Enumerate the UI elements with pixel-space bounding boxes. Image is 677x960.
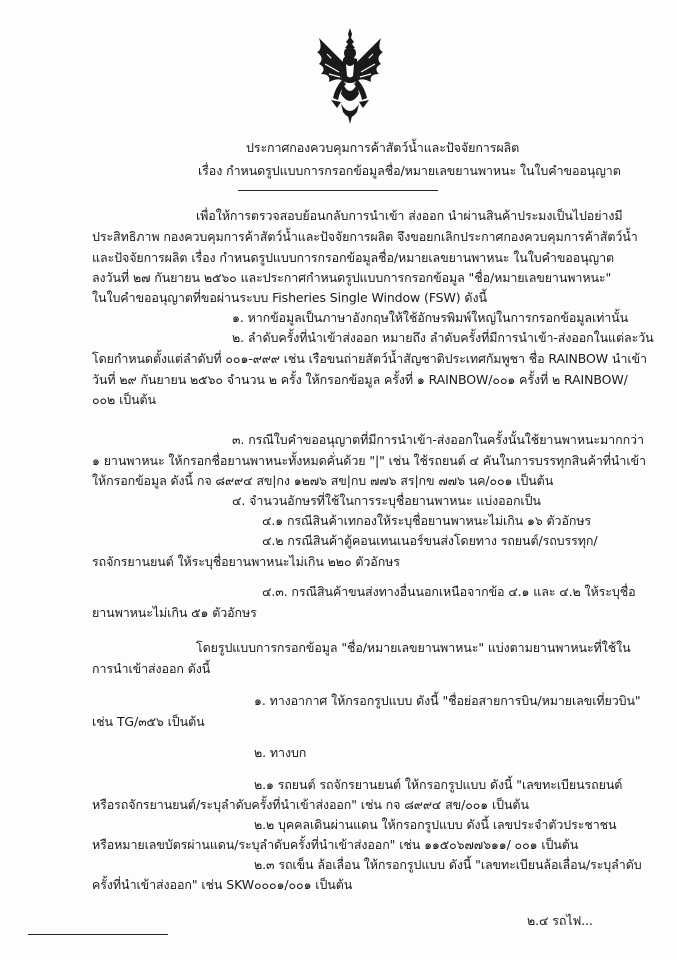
rule-2-line: วันที่ ๒๙ กันยายน ๒๕๖๐ จำนวน ๒ ครั้ง ให้กรอกข้อมูล ครั้งที่ ๑ RAINBOW/๐๐๑ ครั้งที่ ๒ RAINBOW/ [92, 372, 628, 387]
rule-3-line: ๑ ยานพาหนะ ให้กรอกชื่อยานพาหนะทั้งหมดคั่นด้วย "|" เช่น ใช้รถยนต์ ๔ คันในการบรรทุกสินค้าที่นำเข้า [92, 453, 646, 468]
announcement-subject: เรื่อง กำหนดรูปแบบการกรอกข้อมูลชื่อ/หมายเลขยานพาหนะ ในใบคำขออนุญาต [198, 163, 621, 178]
format-air-line: เช่น TG/๓๕๖ เป็นต้น [92, 714, 205, 729]
rule-2-line: ๐๐๒ เป็นต้น [92, 392, 156, 407]
rule-4-3-line: ๔.๓. กรณีสินค้าขนส่งทางอื่นนอกเหนือจากข้อ ๔.๑ และ ๔.๒ ให้ระบุชื่อ [262, 584, 636, 599]
format-land-2-1-line: ๒.๑ รถยนต์ รถจักรยานยนต์ ให้กรอกรูปแบบ ดังนี้ "เลขทะเบียนรถยนต์ [254, 777, 623, 792]
footnote-divider [28, 934, 168, 935]
format-land-2-2-line: หรือหมายเลขบัตรผ่านแดน/ระบุลำดับครั้งที่นำเข้าส่งออก" เช่น ๑๑๕๐๖๗๗๖๑๑/ ๐๐๑ เป็นต้น [92, 837, 579, 852]
rule-4: ๔. จำนวนอักษรที่ใช้ในการระบุชื่อยานพาหนะ แบ่งออกเป็น [232, 493, 541, 508]
format-land-2-1-line: หรือรถจักรยานยนต์/ระบุลำดับครั้งที่นำเข้าส่งออก" เช่น กจ ๘๙๙๔ สข/๐๐๑ เป็นต้น [92, 797, 529, 812]
rule-2-line: โดยกำหนดตั้งแต่ลำดับที่ ๐๐๑-๙๙๙ เช่น เรือขนถ่ายสัตว์น้ำสัญชาติประเทศกัมพูชา ชื่อ RAINBOW นำเข้า [92, 351, 647, 366]
rule-1: ๑. หากข้อมูลเป็นภาษาอังกฤษให้ใช้อักษรพิมพ์ใหญ่ในการกรอกข้อมูลเท่านั้น [232, 310, 629, 325]
intro-line: และปัจจัยการผลิต เรื่อง กำหนดรูปแบบการกรอกข้อมูลชื่อ/หมายเลขยานพาหนะ ในใบคำขออนุญาต [92, 250, 615, 265]
intro-line: เพื่อให้การตรวจสอบย้อนกลับการนำเข้า ส่งออก นำผ่านสินค้าประมงเป็นไปอย่างมี [196, 208, 623, 223]
rule-3-line: ให้กรอกข้อมูล ดังนี้ กจ ๘๙๙๔ สข|กง ๑๒๗๖ สข|กบ ๗๗๖ สร|กข ๗๗๖ นค/๐๐๑ เป็นต้น [92, 473, 554, 488]
intro-line: ประสิทธิภาพ กองควบคุมการค้าสัตว์น้ำและปัจจัยการผลิต จึงขอยกเลิกประกาศกองควบคุมการค้าสัตว์น้ำ [92, 229, 638, 244]
rule-4-3-line: ยานพาหนะไม่เกิน ๕๑ ตัวอักษร [92, 605, 257, 620]
garuda-emblem-icon [313, 28, 387, 124]
page-continued: ๒.๔ รถไฟ... [527, 913, 593, 928]
format-land: ๒. ทางบก [254, 745, 307, 760]
intro-line: ลงวันที่ ๒๗ กันยายน ๒๕๖๐ และประกาศกำหนดรูปแบบการกรอกข้อมูล "ชื่อ/หมายเลขยานพาหนะ" [92, 270, 612, 285]
format-land-2-2-line: ๒.๒ บุคคลเดินผ่านแดน ให้กรอกรูปแบบ ดังนี้ เลขประจำตัวประชาชน [254, 817, 617, 832]
format-land-2-3-line: ครั้งที่นำเข้าส่งออก" เช่น SKW๐๐๐๑/๐๐๑ เป็นต้น [92, 877, 353, 892]
rule-4-1: ๔.๑ กรณีสินค้าเทกองให้ระบุชื่อยานพาหนะไม่เกิน ๑๖ ตัวอักษร [262, 513, 592, 528]
format-land-2-3-line: ๒.๓ รถเข็น ล้อเลื่อน ให้กรอกรูปแบบ ดังนี้ "เลขทะเบียนล้อเลื่อน/ระบุลำดับ [254, 857, 642, 872]
format-intro-line: การนำเข้าส่งออก ดังนี้ [92, 661, 211, 676]
format-intro-line: โดยรูปแบบการกรอกข้อมูล "ชื่อ/หมายเลขยานพาหนะ" แบ่งตามยานพาหนะที่ใช้ใน [196, 640, 631, 655]
header-divider [238, 190, 438, 191]
rule-3-line: ๓. กรณีใบคำขออนุญาตที่มีการนำเข้า-ส่งออกในครั้งนั้นใช้ยานพาหนะมากกว่า [232, 432, 644, 447]
rule-4-2-line: ๔.๒ กรณีสินค้าตู้คอนเทนเนอร์ขนส่งโดยทาง รถยนต์/รถบรรทุก/ [262, 533, 598, 548]
intro-line: ในใบคำขออนุญาตที่ขอผ่านระบบ Fisheries Single Window (FSW) ดังนี้ [92, 290, 487, 305]
rule-2-line: ๒. ลำดับครั้งที่นำเข้าส่งออก หมายถึง ลำดับครั้งที่มีการนำเข้า-ส่งออกในแต่ละวัน [232, 330, 654, 345]
announcement-title: ประกาศกองควบคุมการค้าสัตว์น้ำและปัจจัยการผลิต [246, 140, 520, 155]
rule-4-2-line: รถจักรยานยนต์ ให้ระบุชื่อยานพาหนะไม่เกิน ๒๒๐ ตัวอักษร [92, 554, 400, 569]
format-air-line: ๑. ทางอากาศ ให้กรอกรูปแบบ ดังนี้ "ชื่อย่อสายการบิน/หมายเลขเที่ยวบิน" [254, 693, 641, 708]
